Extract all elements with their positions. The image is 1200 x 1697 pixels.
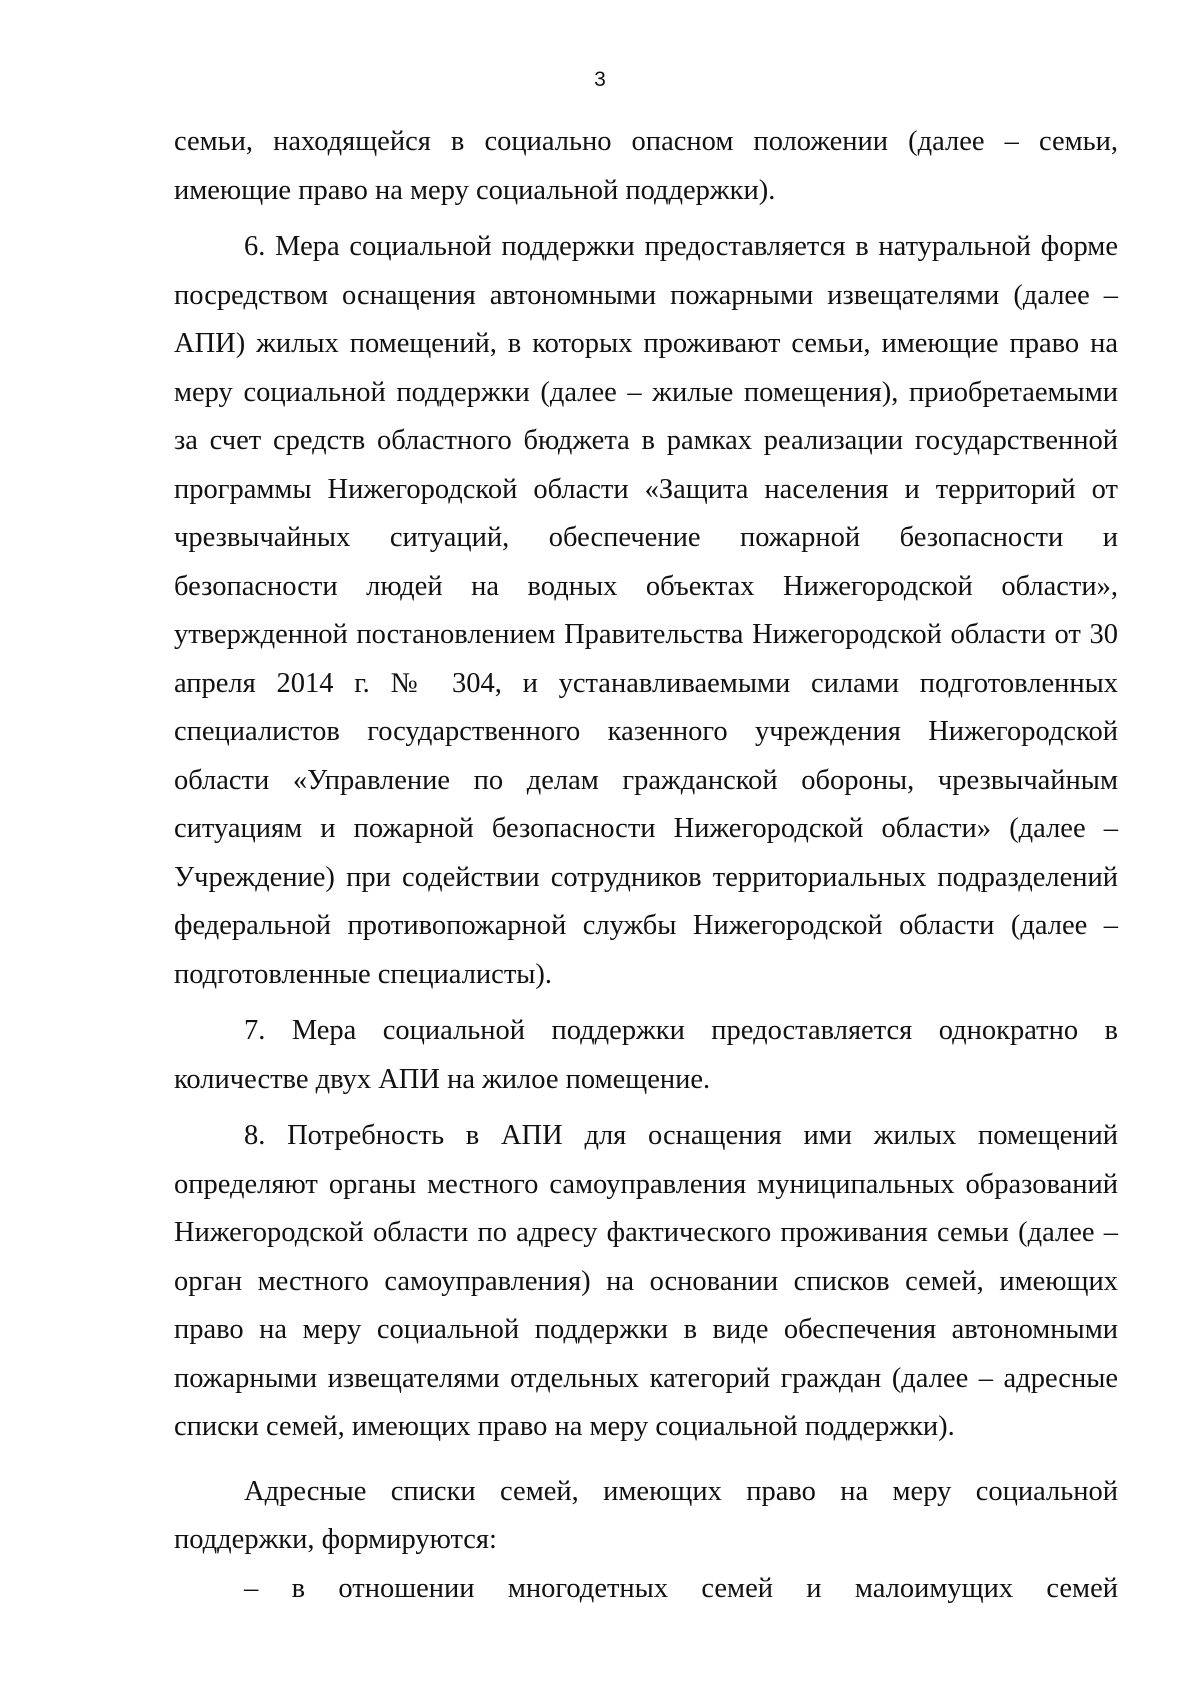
paragraph-address-lists: Адресные списки семей, имеющих право на меру социальной поддержки, формируются: (174, 1475, 1118, 1555)
paragraph-continuation: семьи, находящейся в социально опасном положении (далее – семьи, имеющие право на меру социальной поддержки). (174, 126, 1118, 206)
document-body (174, 118, 1118, 1613)
page-number: 3 (594, 68, 606, 91)
paragraph-8: 8. Потребность в АПИ для оснащения ими жилых помещений определяют органы местного самоуправления муниципальных образований Нижегородской области по адресу фактического проживания семьи (далее – орган местного самоуправления) на основании списков семей, имеющих право на меру социальной поддержки в виде обеспечения автономными пожарными извещателями отдельных категорий граждан (далее – адресные списки семей, имеющих право на меру социальной поддержки). (174, 1120, 1118, 1442)
list-item-large-families: – в отношении многодетных семей и малоимущих семей (244, 1572, 1118, 1604)
paragraph-7: 7. Мера социальной поддержки предоставляется однократно в количестве двух АПИ на жилое помещение. (174, 1015, 1118, 1095)
paragraph-6: 6. Мера социальной поддержки предоставляется в натуральной форме посредством оснащения автономными пожарными извещателями (далее – АПИ) жилых помещений, в которых проживают семьи, имеющие право на меру социальной поддержки (далее – жилые помещения), приобретаемыми за счет средств областного бюджета в рамках реализации государственной программы Нижегородской области «Защита населения и территорий от чрезвычайных ситуаций, обеспечение пожарной безопасности и безопасности людей на водных объектах Нижегородской области», утвержденной постановлением Правительства Нижегородской области от 30 апреля 2014 г. № 304, и устанавливаемыми силами подготовленных специалистов государственного казенного учреждения Нижегородской области «Управление по делам гражданской обороны, чрезвычайным ситуациям и пожарной безопасности Нижегородской области» (далее – Учреждение) при содействии сотрудников территориальных подразделений федеральной противопожарной службы Нижегородской области (далее – подготовленные специалисты). (174, 231, 1118, 990)
